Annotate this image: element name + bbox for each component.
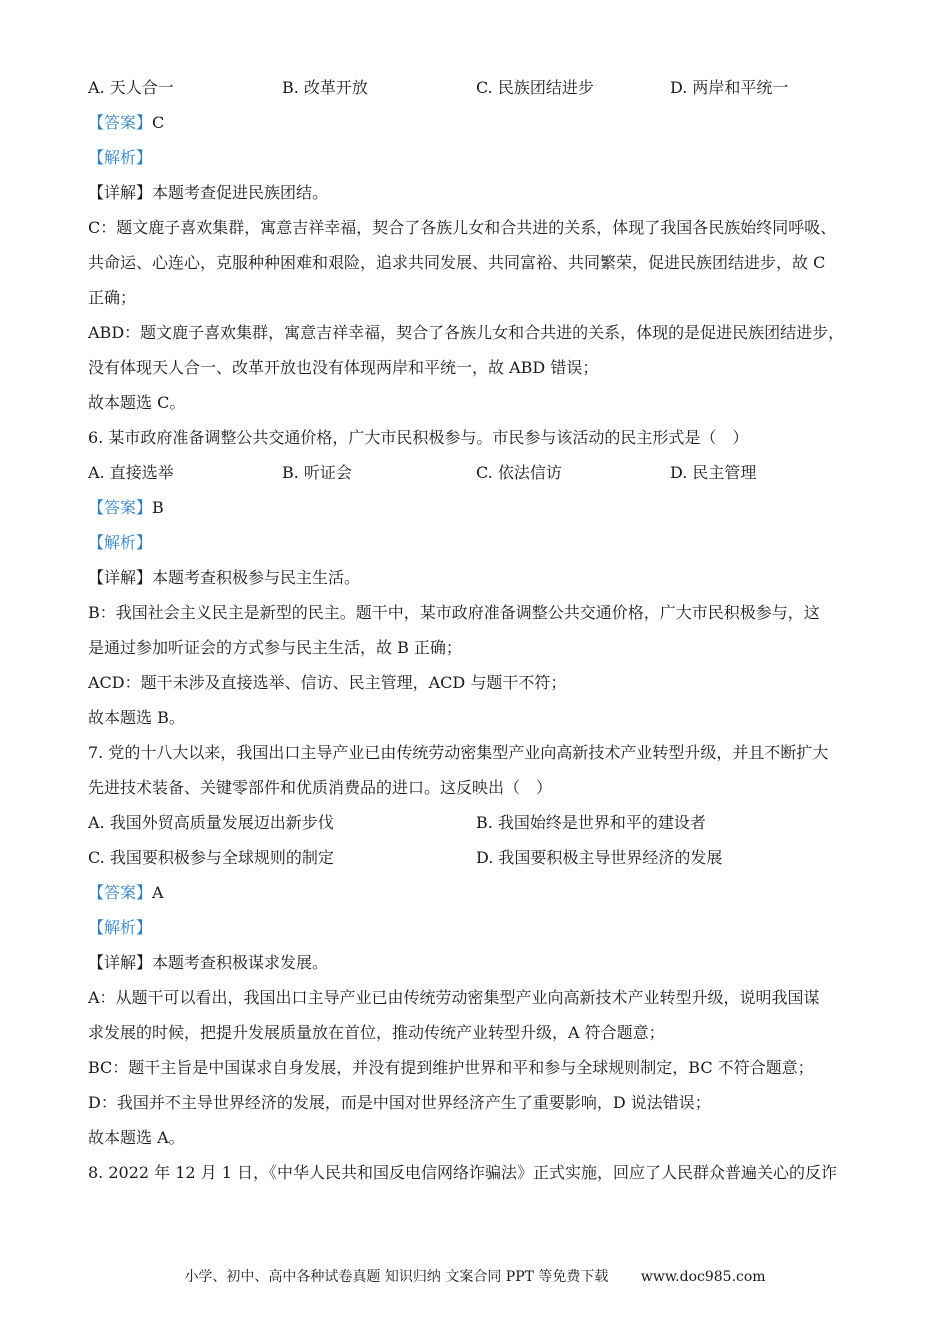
footer-text: 小学、初中、高中各种试卷真题 知识归纳 文案合同 PPT 等免费下载 (184, 1269, 609, 1285)
q7-explanation-line: A：从题干可以看出，我国出口主导产业已由传统劳动密集型产业向高新技术产业转型升级，说明我国谋 (88, 988, 820, 1007)
q6-conclusion: 故本题选 B。 (88, 708, 185, 727)
q7-conclusion: 故本题选 A。 (88, 1128, 185, 1147)
q5-option-a: A. 天人合一 (88, 78, 174, 97)
q7-option-b: B. 我国始终是世界和平的建设者 (476, 813, 706, 832)
q7-answer (88, 875, 878, 910)
q6-explanation-line: B：我国社会主义民主是新型的民主。题干中，某市政府准备调整公共交通价格，广大市民积极参与，这 (88, 603, 820, 622)
q7-explanation-line: BC：题干主旨是中国谋求自身发展，并没有提到维护世界和平和参与全球规则制定，BC 不符合题意； (88, 1058, 814, 1077)
q6-option-d: D. 民主管理 (670, 463, 757, 482)
q6-option-b: B. 听证会 (282, 463, 352, 482)
q7-option-c: C. 我国要积极参与全球规则的制定 (88, 848, 334, 867)
q7-options-row (88, 840, 878, 875)
q5-option-d: D. 两岸和平统一 (670, 78, 789, 97)
q5-explanation-line: C：题文鹿子喜欢集群，寓意吉祥幸福，契合了各族儿女和合共进的关系，体现了我国各民族始终同呼吸、 (88, 218, 837, 237)
q6-detail (88, 560, 878, 595)
q7-explanation-line: D：我国并不主导世界经济的发展，而是中国对世界经济产生了重要影响，D 说法错误； (88, 1093, 711, 1112)
q5-conclusion: 故本题选 C。 (88, 393, 186, 412)
q7-options-row (88, 805, 878, 840)
q5-explanation-line: 没有体现天人合一、改革开放也没有体现两岸和平统一，故 ABD 错误； (88, 358, 599, 377)
q6-analysis-tag: 【解析】 (88, 533, 153, 552)
detail-tag: 【详解】 (88, 953, 153, 972)
answer-value: A (152, 883, 164, 902)
detail-tag: 【详解】 (88, 183, 153, 202)
q7-option-d: D. 我国要积极主导世界经济的发展 (476, 848, 723, 867)
page-footer (0, 1266, 950, 1286)
q8-stem: 8. 2022 年 12 月 1 日，《中华人民共和国反电信网络诈骗法》正式实施，回应了人民群众普遍关心的反诈 (88, 1163, 838, 1182)
q7-analysis-tag: 【解析】 (88, 918, 153, 937)
q6-option-c: C. 依法信访 (476, 463, 562, 482)
answer-tag: 【答案】 (88, 883, 153, 902)
footer-site-link[interactable]: www.doc985.com (640, 1269, 766, 1285)
q7-option-a: A. 我国外贸高质量发展迈出新步伐 (88, 813, 334, 832)
q5-explanation-line: 共命运、心连心，克服种种困难和艰险，追求共同发展、共同富裕、共同繁荣，促进民族团结进步，故 C (88, 253, 826, 272)
q5-option-c: C. 民族团结进步 (476, 78, 594, 97)
detail-text: 本题考查积极谋求发展。 (152, 953, 329, 972)
q7-detail (88, 945, 878, 980)
q6-explanation-line: ACD：题干未涉及直接选举、信访、民主管理，ACD 与题干不符； (88, 673, 567, 692)
q5-analysis-tag: 【解析】 (88, 148, 153, 167)
answer-value: B (152, 498, 164, 517)
q6-answer (88, 490, 878, 525)
answer-value: C (152, 113, 165, 132)
q5-answer (88, 105, 878, 140)
q6-option-a: A. 直接选举 (88, 463, 174, 482)
answer-tag: 【答案】 (88, 113, 153, 132)
q7-stem-line: 7. 党的十八大以来，我国出口主导产业已由传统劳动密集型产业向高新技术产业转型升级，并且不断扩大 (88, 743, 829, 762)
detail-text: 本题考查积极参与民主生活。 (152, 568, 361, 587)
q5-options (88, 70, 878, 105)
q7-explanation-line: 求发展的时候，把提升发展质量放在首位，推动传统产业转型升级，A 符合题意； (88, 1023, 665, 1042)
q6-stem: 6. 某市政府准备调整公共交通价格，广大市民积极参与。市民参与该活动的民主形式是（ ） (88, 428, 749, 447)
detail-tag: 【详解】 (88, 568, 153, 587)
q5-detail (88, 175, 878, 210)
document-page (88, 70, 878, 1190)
q5-explanation-line: ABD：题文鹿子喜欢集群，寓意吉祥幸福，契合了各族儿女和合共进的关系，体现的是促进民族团结进步， (88, 323, 845, 342)
detail-text: 本题考查促进民族团结。 (152, 183, 329, 202)
q7-stem-line: 先进技术装备、关键零部件和优质消费品的进口。这反映出（ ） (88, 778, 553, 797)
answer-tag: 【答案】 (88, 498, 153, 517)
q6-explanation-line: 是通过参加听证会的方式参与民主生活，故 B 正确； (88, 638, 462, 657)
q5-option-b: B. 改革开放 (282, 78, 368, 97)
q5-explanation-line: 正确； (88, 288, 137, 307)
q6-options (88, 455, 878, 490)
